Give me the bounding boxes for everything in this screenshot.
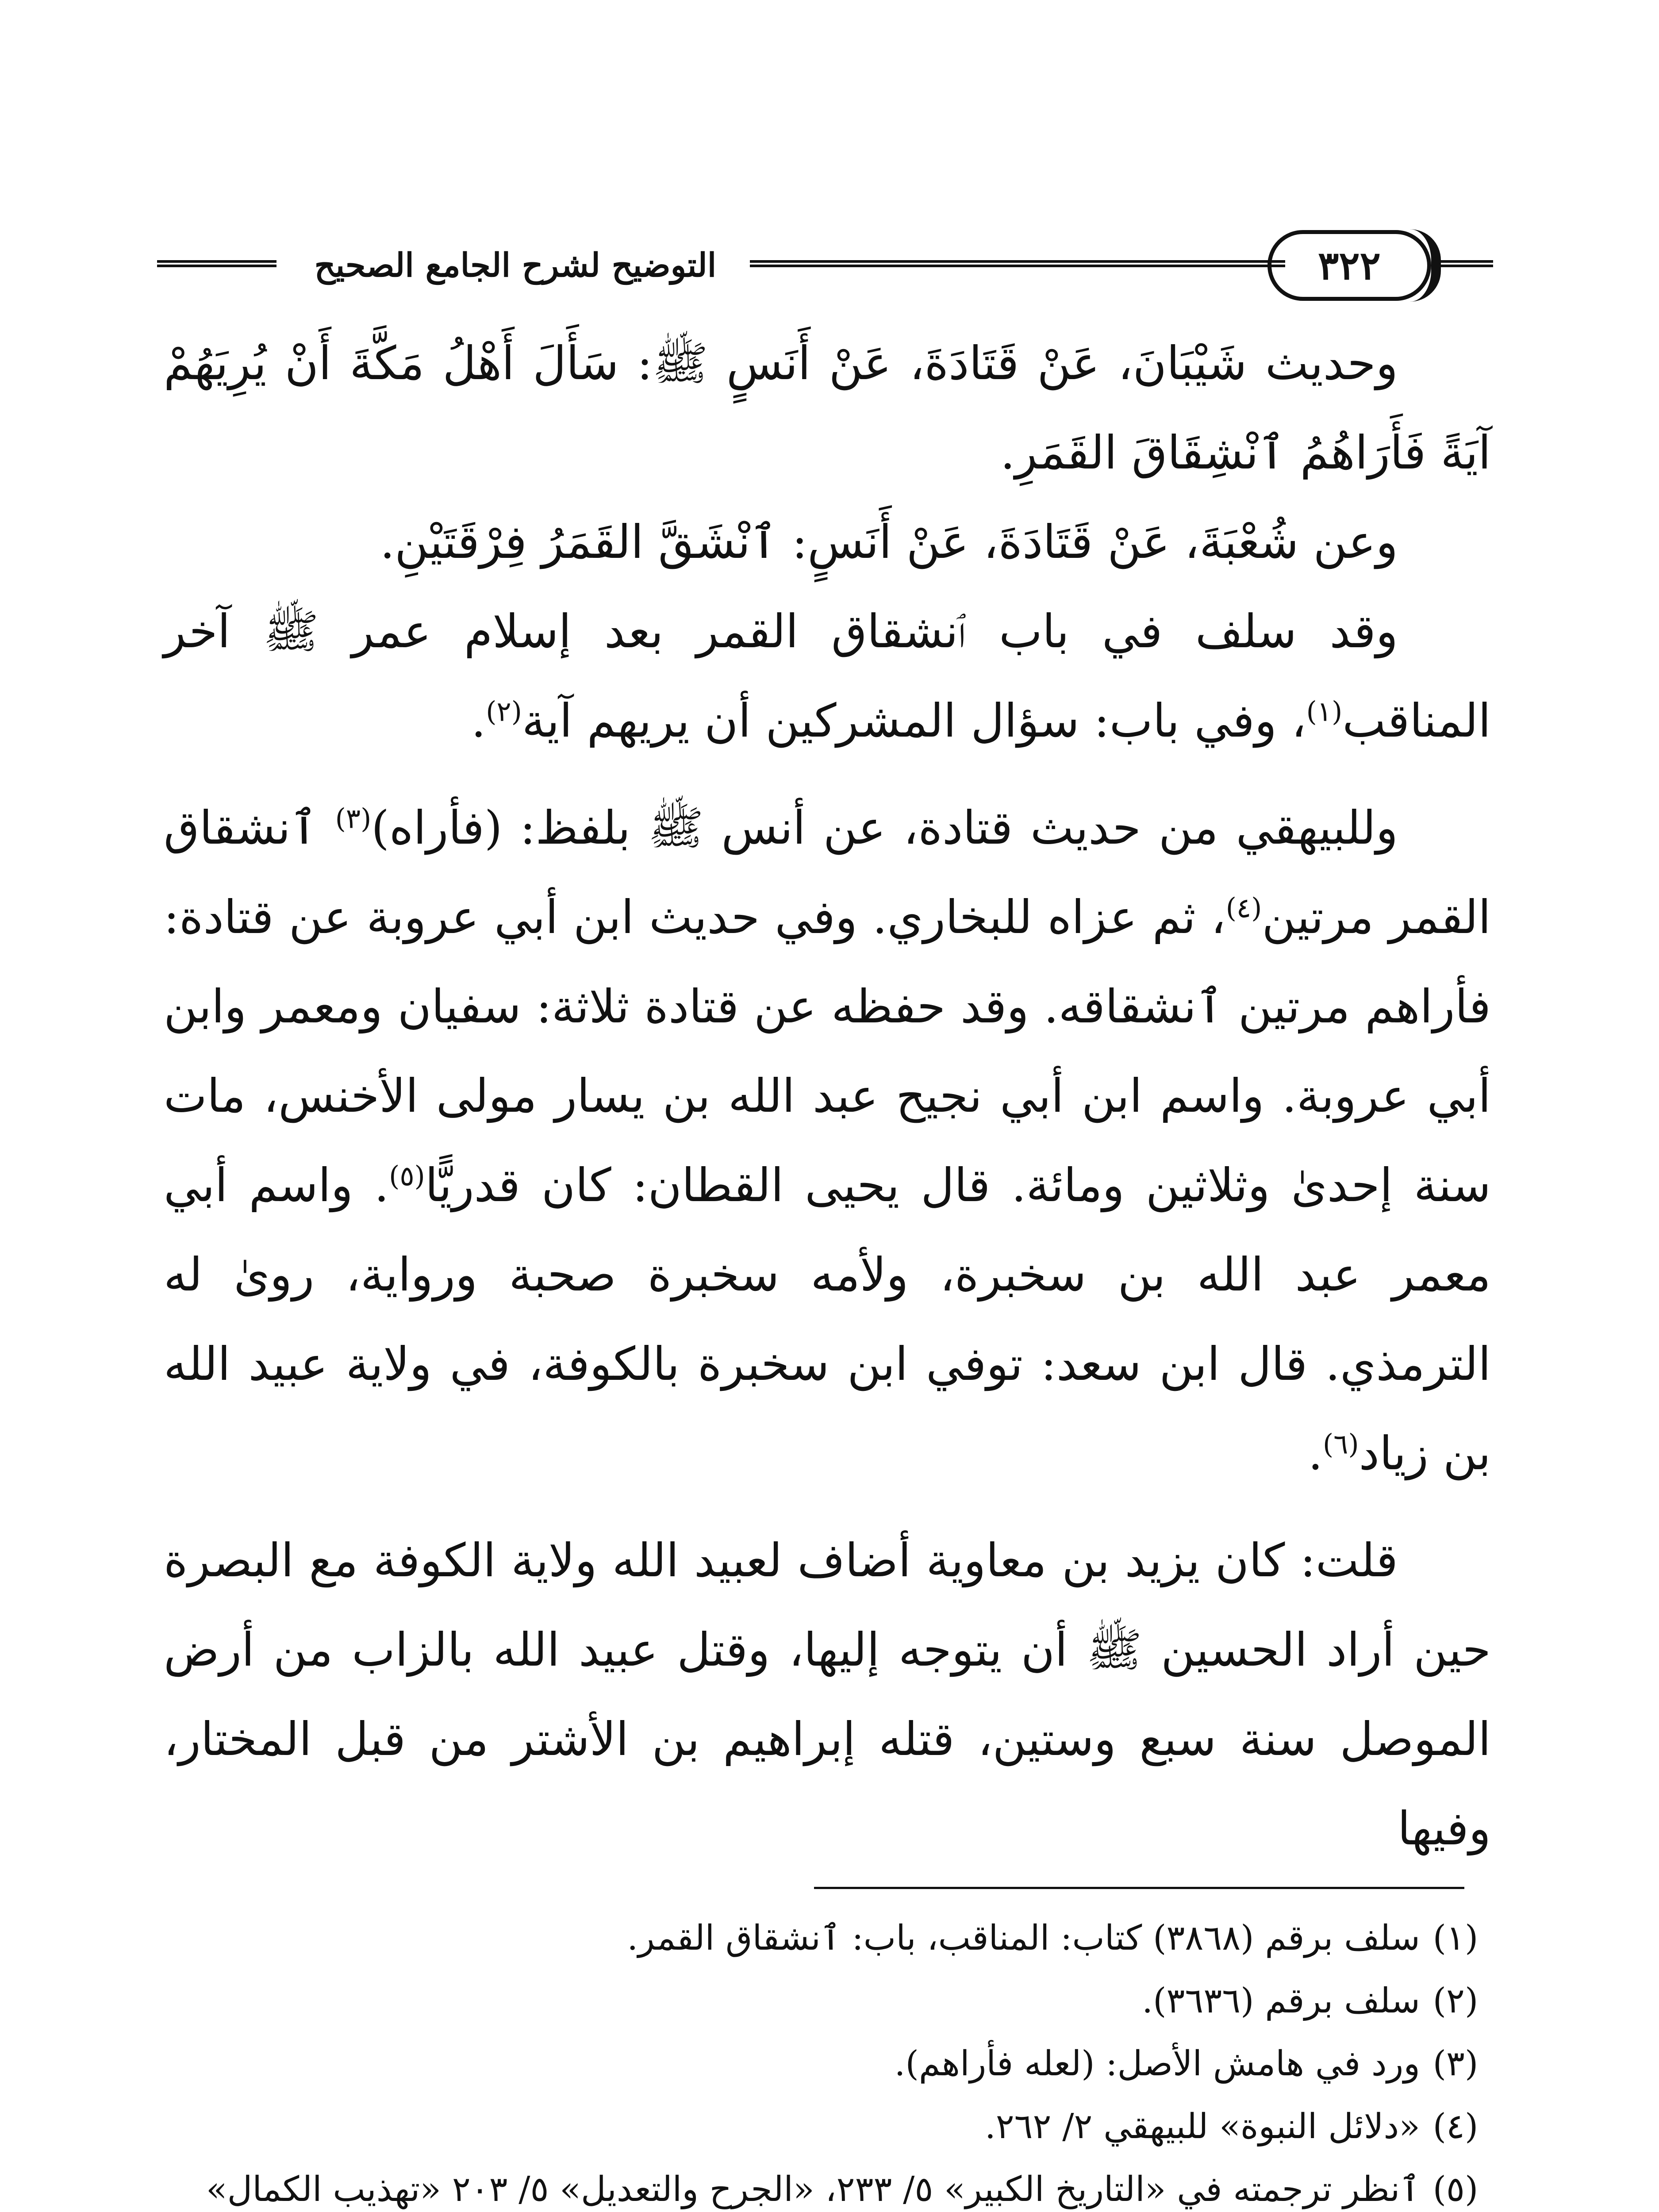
paragraph-4-text-c: ، ثم عزاه للبخاري. وفي حديث ابن أبي عروبة عن قتادة: فأراهم مرتين ٱنشقاقه. وقد حفظه عن قتادة ثلاثة: سفيان ومعمر وابن أبي عروبة. واسم ابن أبي نجيح عبد الله بن يسار مولى الأخنس، مات سنة إحدىٰ وثلاثين ومائة. قال يحيى القطان: كان قدريًّا	[164, 890, 1491, 1212]
paragraph-4	[164, 783, 1491, 1498]
paragraph-1: وحديث شَيْبَانَ، عَنْ قَتَادَةَ، عَنْ أَنَسٍ ﷺ: سَأَلَ أَهْلُ مَكَّةَ أَنْ يُرِيَهُمْ آيَةً فَأَرَاهُمُ ٱنْشِقَاقَ القَمَرِ.	[164, 336, 1491, 480]
footnote-ref-1[interactable]: (١)	[1306, 695, 1343, 728]
footnote-ref-5[interactable]: (٥)	[389, 1160, 425, 1192]
footnote-ref-6[interactable]: (٦)	[1322, 1428, 1359, 1460]
paragraph-3-text-a: وقد سلف في باب ٱنشقاق القمر بعد إسلام عمر ﷺ آخر المناقب	[164, 604, 1491, 748]
page-number-text: ٣٢٢	[1318, 242, 1381, 288]
footnote-text: «دلائل النبوة» للبيهقي ٢/ ٢٦٢.	[984, 2107, 1420, 2147]
footnote-text: ٱنظر ترجمته في «التاريخ الكبير» ٥/ ٢٣٣، «الجرح والتعديل» ٥/ ٢٠٣ «تهذيب الكمال»	[206, 2170, 1420, 2209]
paragraph-4-text-e: .	[1308, 1426, 1323, 1480]
footnote-2	[164, 1970, 1491, 2032]
footnote-ref-4[interactable]: (٤)	[1225, 891, 1262, 924]
footnote-3	[164, 2032, 1491, 2095]
footnote-number: (١)	[1432, 1918, 1479, 1958]
paragraph-3	[164, 587, 1491, 765]
header-rule-right	[1436, 260, 1493, 267]
paragraph-3-text-b: ، وفي باب: سؤال المشركين أن يريهم آية	[522, 694, 1306, 748]
footnote-ref-3[interactable]: (٣)	[335, 802, 372, 835]
footnote-text: ورد في هامش الأصل: (لعله فأراهم).	[894, 2044, 1420, 2084]
footnote-text: سلف برقم (٣٦٣٦).	[1142, 1981, 1420, 2021]
paragraph-4-text-b: ٱنشقاق القمر مرتين	[164, 801, 1491, 944]
footnote-number: (٢)	[1432, 1981, 1479, 2021]
running-title: التوضيح لشرح الجامع الصحيح	[314, 246, 717, 284]
footnote-4	[164, 2095, 1491, 2158]
paragraph-4-text-a: وللبيهقي من حديث قتادة، عن أنس ﷺ بلفظ: (فأراه)	[371, 801, 1398, 855]
footnote-number: (٣)	[1432, 2044, 1479, 2084]
paragraph-4-text-d: . واسم أبي معمر عبد الله بن سخبرة، ولأمه سخبرة صحبة ورواية، روىٰ له الترمذي. قال ابن سعد: توفي ابن سخبرة بالكوفة، في ولاية عبيد الله بن زياد	[164, 1158, 1491, 1480]
paragraph-3-text-c: .	[471, 694, 486, 748]
footnote-number: (٤)	[1432, 2107, 1479, 2147]
main-text	[164, 319, 1491, 1873]
page-header	[157, 221, 1493, 310]
header-rule-left	[157, 260, 276, 267]
footnote-text: سلف برقم (٣٨٦٨) كتاب: المناقب، باب: ٱنشقاق القمر.	[627, 1918, 1420, 1958]
footnotes	[164, 1907, 1491, 2212]
footnote-separator	[814, 1887, 1464, 1889]
footnote-number: (٥)	[1432, 2170, 1479, 2209]
page-number	[1267, 230, 1431, 301]
footnote-5	[164, 2158, 1491, 2212]
paragraph-5: قلت: كان يزيد بن معاوية أضاف لعبيد الله ولاية الكوفة مع البصرة حين أراد الحسين ﷺ أن يتوجه إليها، وقتل عبيد الله بالزاب من أرض الموصل سنة سبع وستين، قتله إبراهيم بن الأشتر من قبل المختار، وفيها	[164, 1533, 1491, 1855]
footnote-ref-2[interactable]: (٢)	[486, 695, 522, 728]
header-rule-middle	[750, 260, 1285, 267]
paragraph-2: وعن شُعْبَةَ، عَنْ قَتَادَةَ، عَنْ أَنَسٍ: ٱنْشَقَّ القَمَرُ فِرْقَتَيْنِ.	[380, 515, 1398, 569]
footnote-1	[164, 1907, 1491, 1970]
